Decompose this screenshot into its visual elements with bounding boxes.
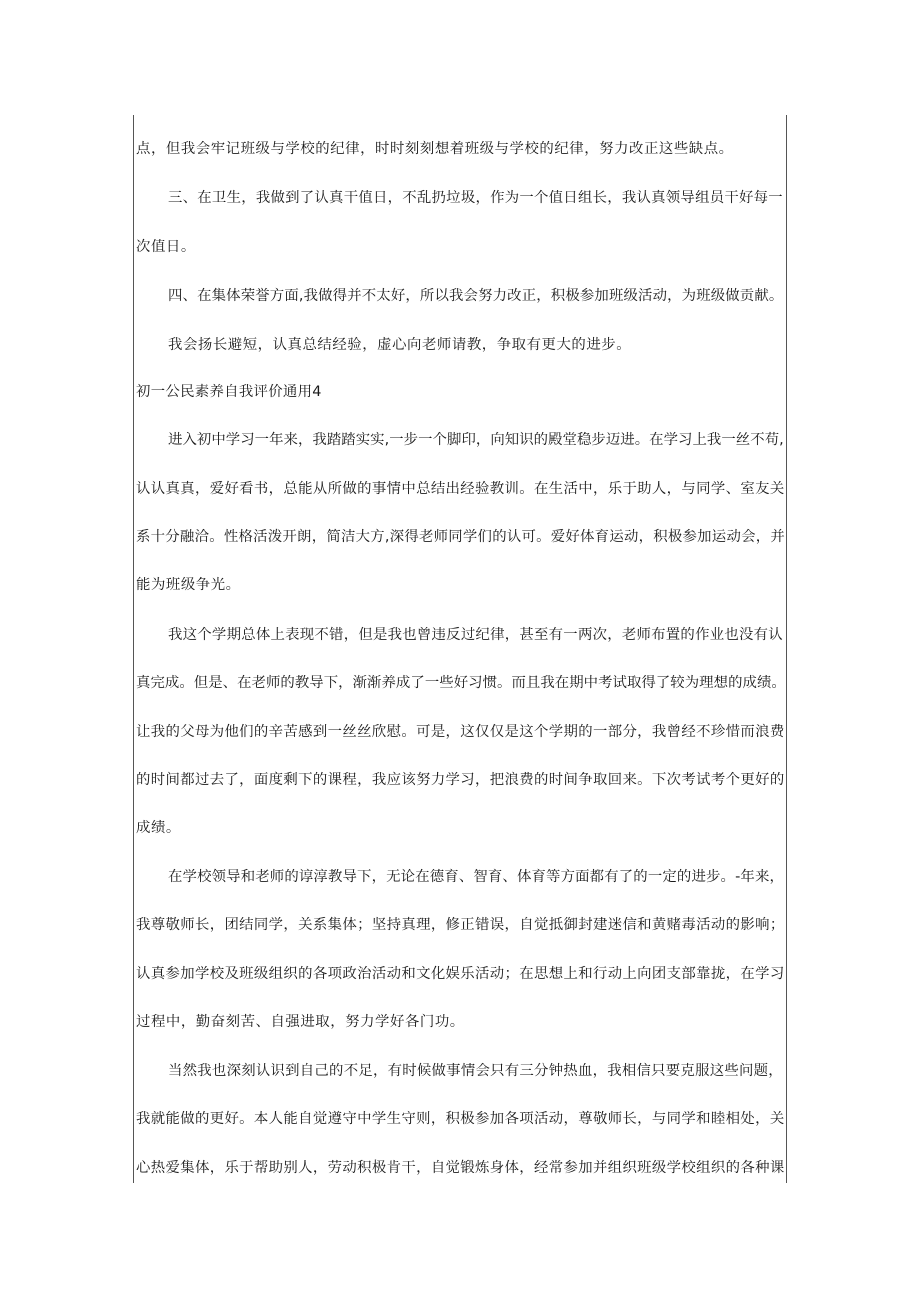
- paragraph-line: 的时间都过去了，面度剩下的课程，我应该努力学习，把浪费的时间争取回来。下次考试考个更好的: [136, 772, 785, 788]
- paragraph-line: 进入初中学习一年来，我踏踏实实,一步一个脚印，向知识的殿堂稳步迈进。在学习上我一丝不苟,: [168, 432, 784, 448]
- paragraph-line: 次值日。: [136, 239, 196, 255]
- paragraph-line: 成绩。: [136, 820, 181, 836]
- paragraph-line: 三、在卫生，我做到了认真干值日，不乱扔垃圾，作为一个值日组长，我认真领导组员干好每一: [168, 190, 783, 206]
- paragraph-line: 四、在集体荣誉方面,我做得并不太好，所以我会努力改正，积极参加班级活动，为班级做贡献。: [168, 288, 784, 304]
- section-heading: 初一公民素养自我评价通用4: [136, 384, 322, 400]
- paragraph-line: 过程中，勤奋刻苦、自强进取，努力学好各门功。: [136, 1014, 465, 1030]
- paragraph-line: 认真参加学校及班级组织的各项政治活动和文化娱乐活动；在思想上和行动上向团支部靠拢，在学习: [136, 966, 785, 982]
- paragraph-line: 让我的父母为他们的辛苦感到一丝丝欣慰。可是，这仅仅是这个学期的一部分，我曾经不珍惜而浪费: [136, 724, 785, 740]
- paragraph-line: 我会扬长避短，认真总结经验，虚心向老师请教，争取有更大的进步。: [168, 337, 632, 353]
- paragraph-line: 我尊敬师长，团结同学，关系集体；坚持真理，修正错误，自觉抵御封建迷信和黄赌毒活动的影响；: [136, 917, 785, 933]
- paragraph-line: 系十分融洽。性格活泼开朗，简洁大方,深得老师同学们的认可。爱好体育运动，积极参加运动会，并: [136, 529, 786, 545]
- paragraph-line: 心热爱集体，乐于帮助别人，劳动积极肯干，自觉锻炼身体，经常参加并组织班级学校组织的各种课: [136, 1160, 785, 1176]
- paragraph-line: 能为班级争光。: [136, 577, 241, 593]
- paragraph-line: 点，但我会牢记班级与学校的纪律，时时刻刻想着班级与学校的纪律，努力改正这些缺点。: [136, 141, 734, 157]
- paragraph-line: 当然我也深刻认识到自己的不足，有时候做事情会只有三分钟热血，我相信只要克服这些问题，: [168, 1063, 783, 1079]
- paragraph-line: 真完成。但是、在老师的教导下，渐渐养成了一些好习惯。而且我在期中考试取得了较为理想的成绩。: [136, 675, 786, 691]
- paragraph-line: 我就能做的更好。本人能自觉遵守中学生守则，积极参加各项活动，尊敬师长，与同学和睦相处，关: [136, 1111, 785, 1127]
- paragraph-line: 认认真真，爱好看书，总能从所做的事情中总结出经验教训。在生活中，乐于助人，与同学、室友关: [136, 481, 785, 497]
- paragraph-line: 在学校领导和老师的谆淳教导下，无论在德育、智育、体育等方面都有了的一定的进步。-年来，: [168, 869, 785, 885]
- paragraph-line: 我这个学期总体上表现不错，但是我也曾违反过纪律，甚至有一两次，老师布置的作业也没有认: [168, 627, 783, 643]
